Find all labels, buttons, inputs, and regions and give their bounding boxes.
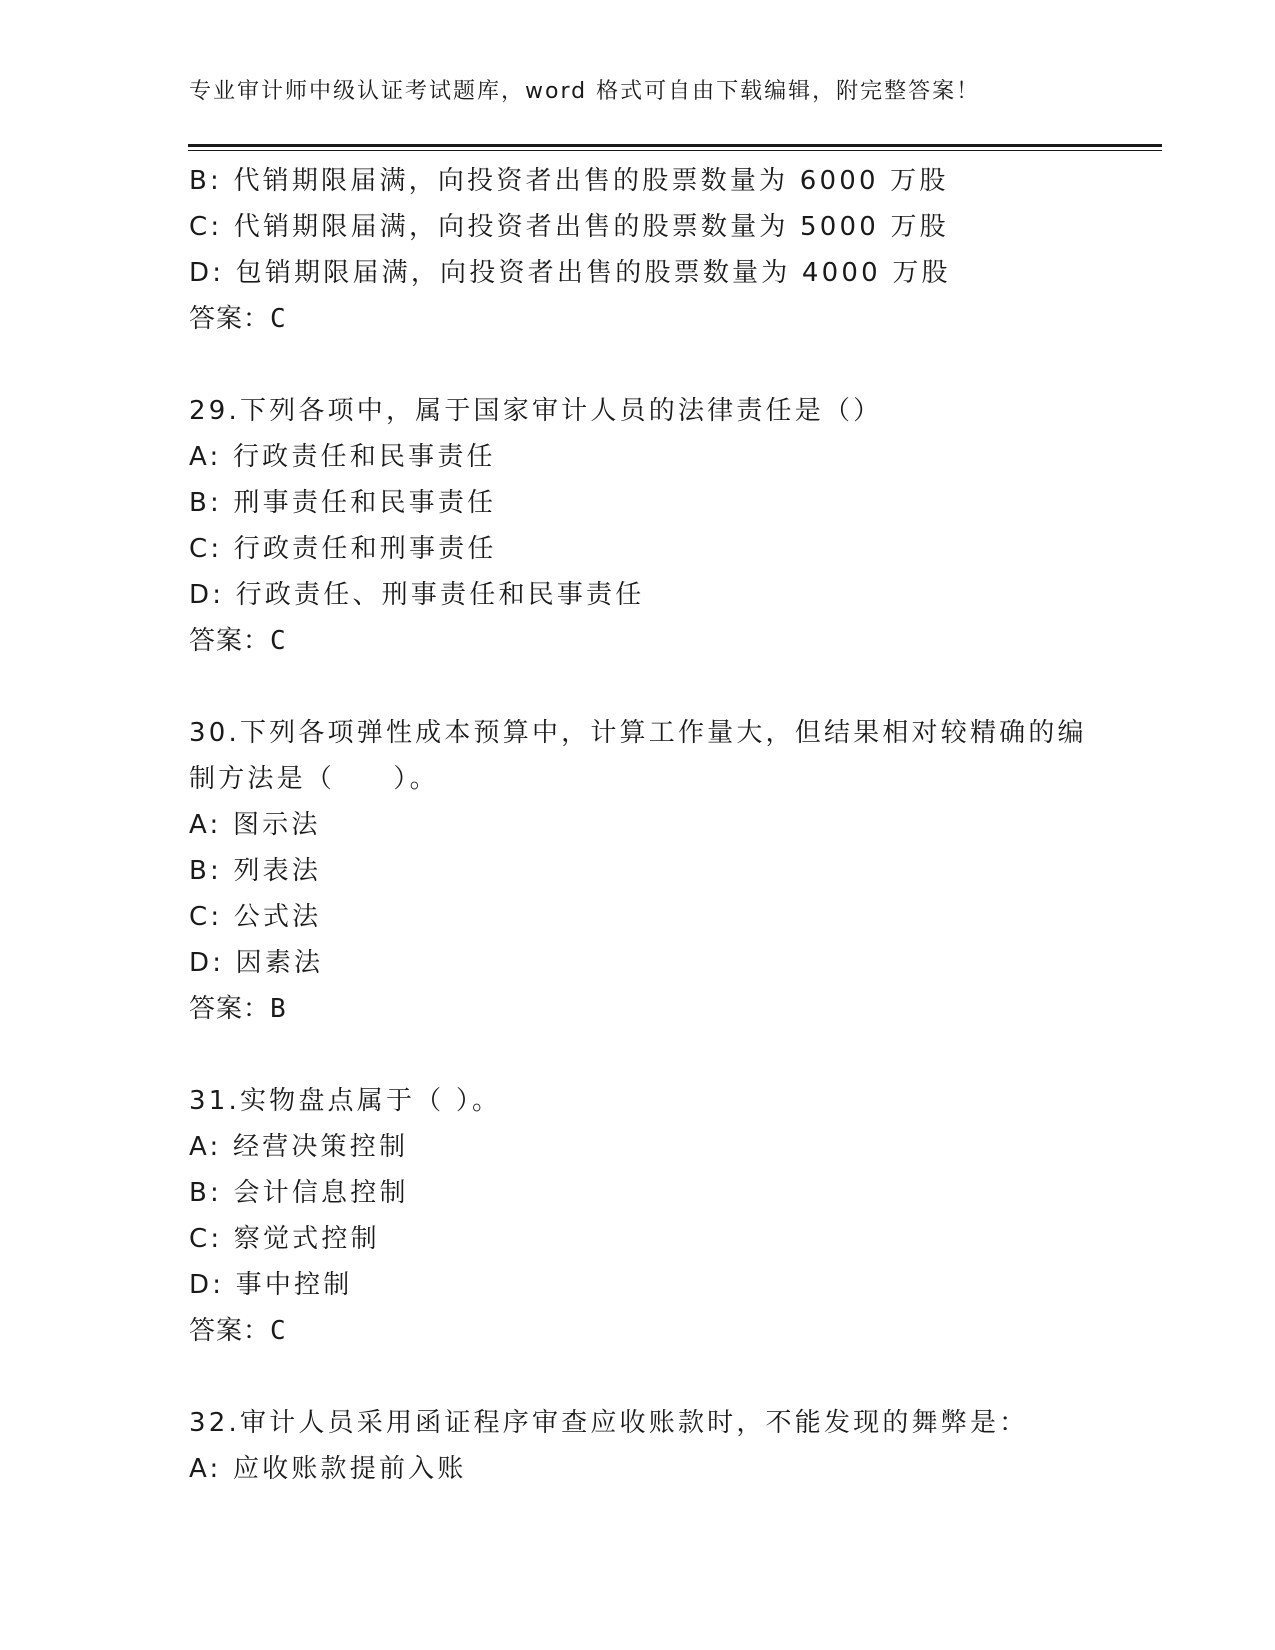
page-header: 专业审计师中级认证考试题库，word 格式可自由下载编辑，附完整答案！ (189, 79, 981, 104)
option-b: B: 刑事责任和民事责任 (189, 488, 497, 518)
option-a: A: 应收账款提前入账 (189, 1454, 467, 1484)
question-31 (189, 1078, 1089, 1354)
option-b: B: 列表法 (189, 856, 322, 886)
header-rule-thin (188, 150, 1162, 151)
option-a: A: 图示法 (189, 810, 321, 840)
question-stem: 29.下列各项中，属于国家审计人员的法律责任是（） (189, 396, 883, 426)
option-c: C: 公式法 (189, 902, 322, 932)
option-a: A: 行政责任和民事责任 (189, 442, 496, 472)
question-29 (189, 388, 1089, 664)
answer: 答案：C (189, 626, 287, 656)
question-stem: 32.审计人员采用函证程序审查应收账款时，不能发现的舞弊是： (189, 1408, 1029, 1438)
answer: 答案：C (189, 304, 287, 334)
option-a: A: 经营决策控制 (189, 1132, 409, 1162)
option-d: D: 包销期限届满，向投资者出售的股票数量为 4000 万股 (189, 258, 951, 288)
spacer (189, 1032, 1089, 1078)
spacer (189, 664, 1089, 710)
spacer (189, 342, 1089, 388)
option-d: D: 因素法 (189, 948, 324, 978)
answer: 答案：B (189, 994, 287, 1024)
option-c: C: 行政责任和刑事责任 (189, 534, 497, 564)
option-d: D: 行政责任、刑事责任和民事责任 (189, 580, 645, 610)
option-c: C: 察觉式控制 (189, 1224, 380, 1254)
header-rule-thick (188, 144, 1162, 147)
question-32 (189, 1400, 1089, 1492)
question-stem: 31.实物盘点属于（ ）。 (189, 1086, 502, 1116)
option-b: B: 代销期限届满，向投资者出售的股票数量为 6000 万股 (189, 166, 949, 196)
question-stem: 30.下列各项弹性成本预算中，计算工作量大，但结果相对较精确的编 (189, 718, 1087, 748)
option-b: B: 会计信息控制 (189, 1178, 409, 1208)
option-d: D: 事中控制 (189, 1270, 353, 1300)
document-body (189, 158, 1089, 1492)
question-30 (189, 710, 1089, 1032)
question-stem-continued: 制方法是（ ）。 (189, 764, 439, 794)
option-c: C: 代销期限届满，向投资者出售的股票数量为 5000 万股 (189, 212, 949, 242)
spacer (189, 1354, 1089, 1400)
question-28-continuation (189, 158, 1089, 342)
answer: 答案：C (189, 1316, 287, 1346)
